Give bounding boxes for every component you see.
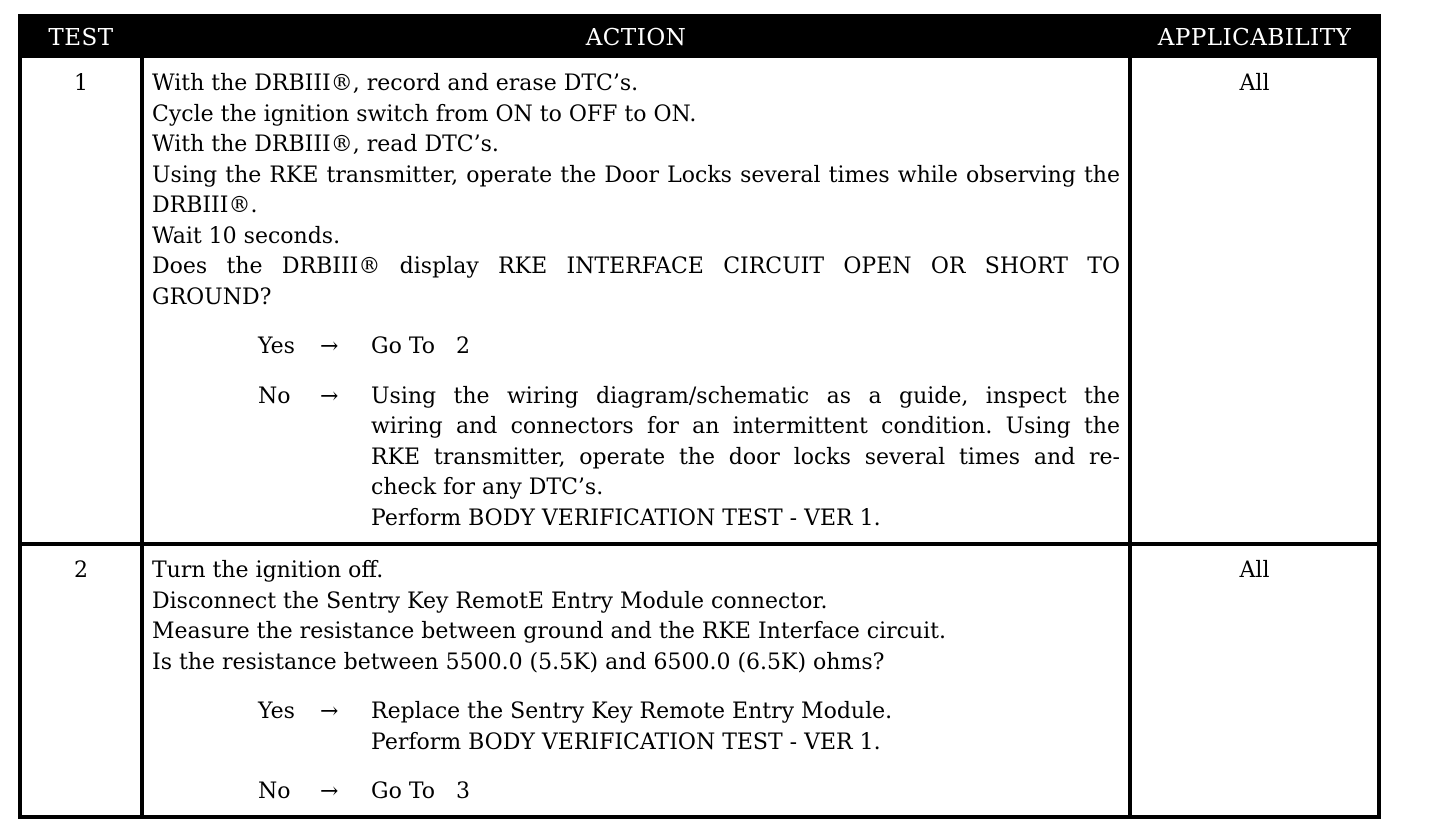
action-line: Measure the resistance between ground and the RKE Interface circuit. [152, 619, 947, 644]
right-arrow-icon: → [320, 334, 339, 359]
column-divider-action [1128, 58, 1132, 815]
header-test: TEST [48, 25, 114, 51]
row-2-test-number: 2 [74, 558, 88, 583]
yes-label: Yes [258, 334, 295, 359]
branch-line: check for any DTC’s. [371, 475, 604, 500]
no-label: No [258, 383, 291, 409]
row-2-action [152, 556, 1120, 808]
right-arrow-icon: → [320, 699, 339, 724]
row-1-test-number: 1 [74, 71, 88, 96]
yes-branch [152, 697, 1120, 758]
header-applicability: APPLICABILITY [1157, 25, 1352, 51]
column-divider-test [140, 58, 144, 815]
table-header [22, 18, 1377, 58]
branch-line: Perform BODY VERIFICATION TEST - VER 1. [371, 505, 881, 531]
action-line: DRBIII®. [152, 193, 258, 218]
right-arrow-icon: → [320, 383, 339, 409]
action-line: Turn the ignition off. [152, 558, 384, 583]
branch-line: Replace the Sentry Key Remote Entry Module. [371, 699, 893, 724]
action-line: Cycle the ignition switch from ON to OFF to ON. [152, 101, 697, 127]
branch-line: RKE transmitter, operate the door locks several times and re- [371, 444, 1120, 470]
branch-line: Perform BODY VERIFICATION TEST - VER 1. [371, 729, 881, 755]
action-line: Is the resistance between 5500.0 (5.5K) and 6500.0 (6.5K) ohms? [152, 649, 885, 675]
diagnostic-test-table [18, 14, 1381, 819]
action-line: Disconnect the Sentry Key RemotE Entry Module connector. [152, 588, 828, 614]
action-line: Using the RKE transmitter, operate the Door Locks several times while observing the [152, 162, 1120, 188]
branch-line: Using the wiring diagram/schematic as a guide, inspect the [371, 383, 1120, 409]
action-line: With the DRBIII®, record and erase DTC’s. [152, 71, 639, 96]
action-line: With the DRBIII®, read DTC’s. [152, 132, 499, 157]
header-action: ACTION [585, 25, 687, 51]
no-label: No [258, 779, 291, 804]
row-2-applicability: All [1239, 558, 1270, 583]
branch-line: Go To 2 [371, 334, 470, 359]
action-line: GROUND? [152, 284, 272, 310]
yes-branch [152, 332, 1120, 363]
no-branch [152, 777, 1120, 808]
branch-line: Go To 3 [371, 779, 470, 804]
branch-line: wiring and connectors for an intermittent condition. Using the [371, 414, 1120, 439]
row-1-action [152, 69, 1120, 534]
action-line: Wait 10 seconds. [152, 223, 341, 249]
right-arrow-icon: → [320, 779, 339, 804]
no-branch [152, 382, 1120, 535]
row-1-applicability: All [1239, 71, 1270, 96]
action-line: Does the DRBIII® display RKE INTERFACE CIRCUIT OPEN OR SHORT TO [152, 254, 1120, 279]
row-divider [22, 542, 1377, 546]
yes-label: Yes [258, 699, 295, 724]
